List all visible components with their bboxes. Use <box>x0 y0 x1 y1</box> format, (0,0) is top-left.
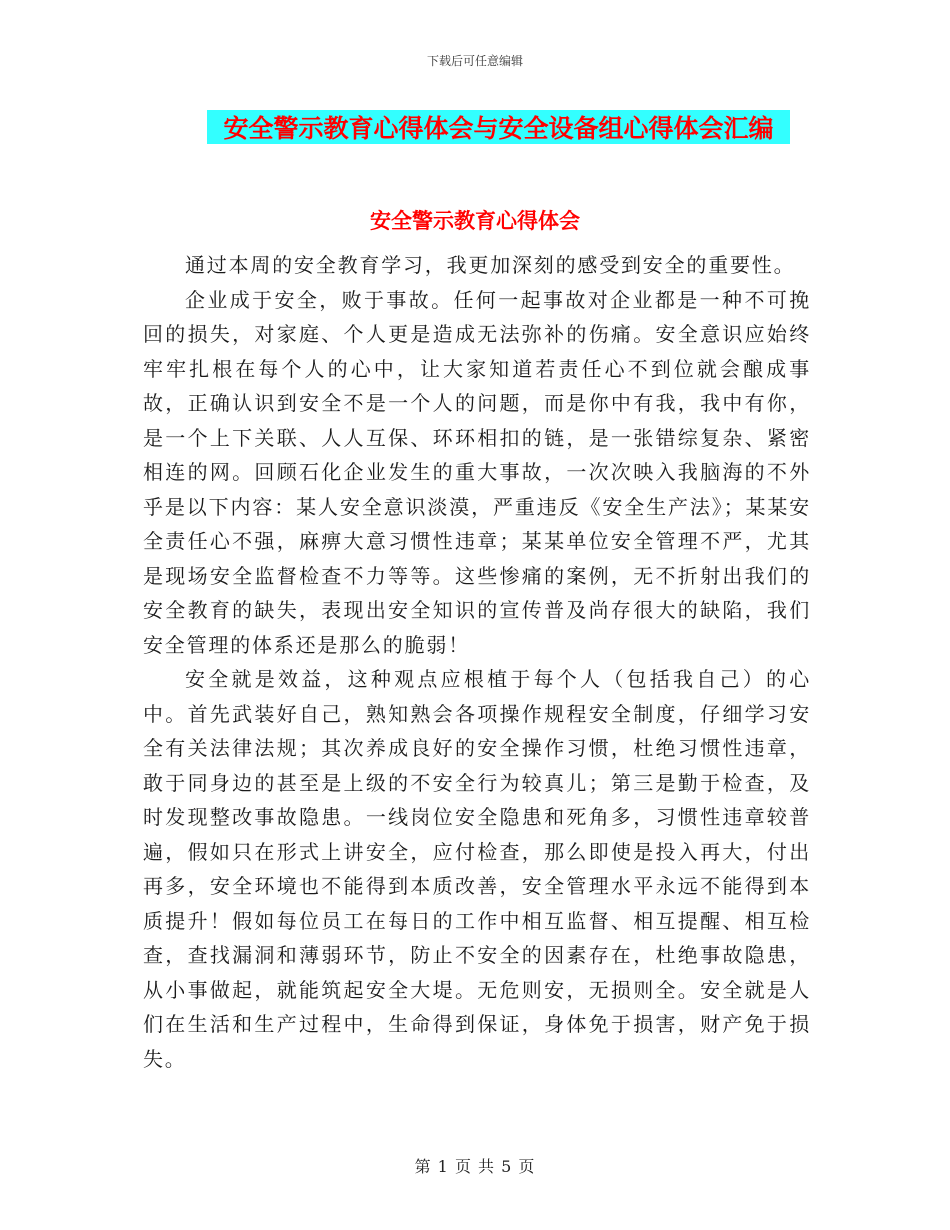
paragraph: 通过本周的安全教育学习，我更加深刻的感受到安全的重要性。 <box>185 253 796 277</box>
page-number-footer: 第 1 页 共 5 页 <box>414 1157 536 1176</box>
header-note: 下载后可任意编辑 <box>426 54 523 68</box>
document-body <box>143 248 811 1076</box>
document-title: 安全警示教育心得体会与安全设备组心得体会汇编 <box>223 114 774 143</box>
paragraph: 企业成于安全，败于事故。任何一起事故对企业都是一种不可挽回的损失，对家庭、个人更是造成无法弥补的伤痛。安全意识应始终牢牢扎根在每个人的心中，让大家知道若责任心不到位就会酿成事故，正确认识到安全不是一个人的问题，而是你中有我，我中有你，是一个上下关联、人人互保、环环相扣的链，是一张错综复杂、紧密相连的网。回顾石化企业发生的重大事故，一次次映入我脑海的不外乎是以下内容：某人安全意识淡漠，严重违反《安全生产法》；某某安全责任心不强，麻痹大意习惯性违章；某某单位安全管理不严，尤其是现场安全监督检查不力等等。这些惨痛的案例，无不折射出我们的安全教育的缺失，表现出安全知识的宣传普及尚存很大的缺陷，我们安全管理的体系还是那么的脆弱！ <box>143 287 811 657</box>
document-title-highlight <box>207 110 790 144</box>
section-title: 安全警示教育心得体会 <box>370 209 580 233</box>
paragraph: 安全就是效益，这种观点应根植于每个人（包括我自己）的心中。首先武装好自己，熟知熟会各项操作规程安全制度，仔细学习安全有关法律法规；其次养成良好的安全操作习惯，杜绝习惯性违章，敢于同身边的甚至是上级的不安全行为较真儿；第三是勤于检查，及时发现整改事故隐患。一线岗位安全隐患和死角多，习惯性违章较普遍，假如只在形式上讲安全，应付检查，那么即使是投入再大，付出再多，安全环境也不能得到本质改善，安全管理水平永远不能得到本质提升！假如每位员工在每日的工作中相互监督、相互提醒、相互检查，查找漏洞和薄弱环节，防止不安全的因素存在，杜绝事故隐患，从小事做起，就能筑起安全大堤。无危则安，无损则全。安全就是人们在生活和生产过程中，生命得到保证，身体免于损害，财产免于损失。 <box>143 667 811 1071</box>
